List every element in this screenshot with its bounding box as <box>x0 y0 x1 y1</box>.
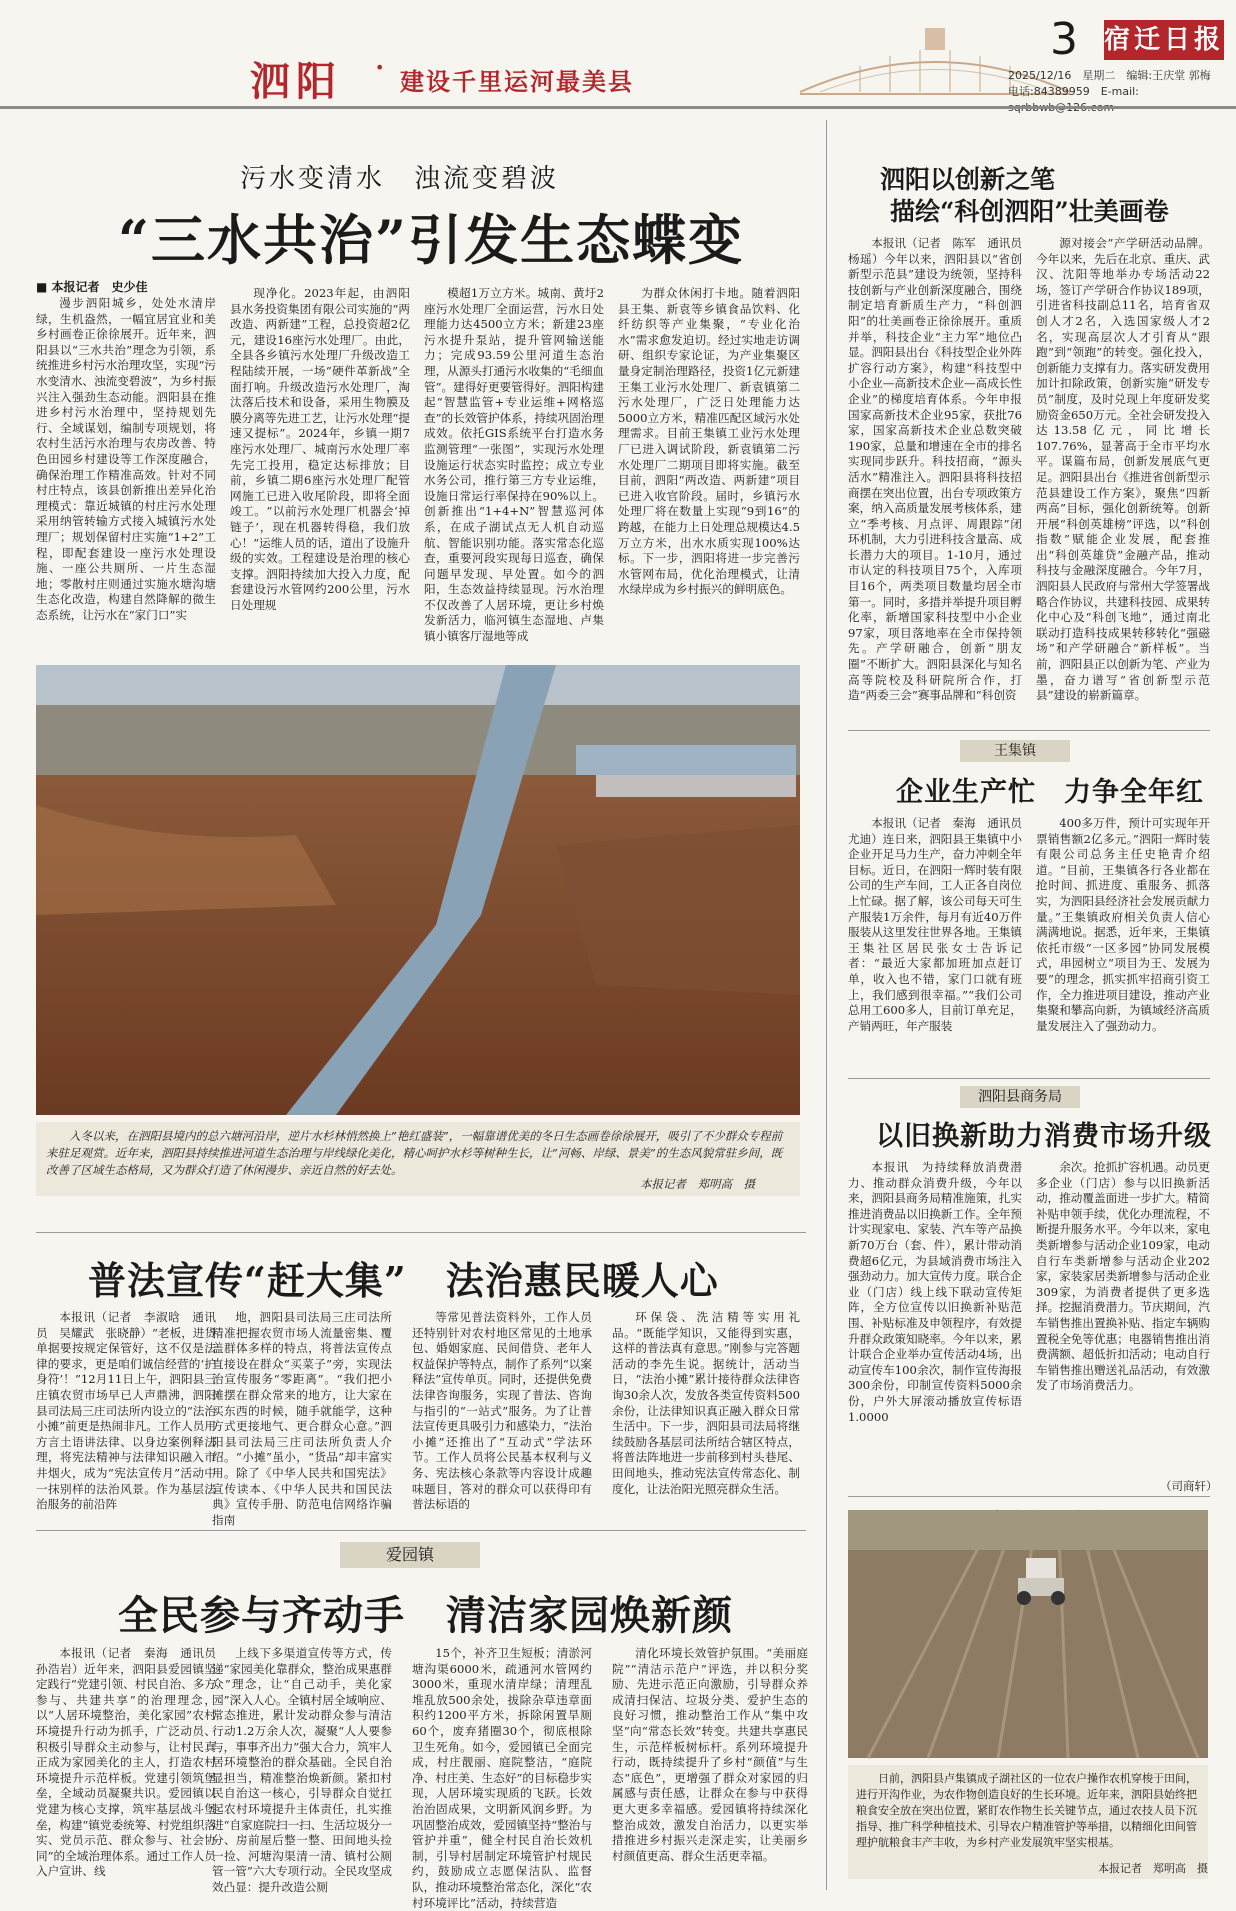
article-text: 漫步泗阳城乡，处处水清岸绿，生机盎然，一幅宜居宜业和美乡村画卷正徐徐展开。近年来，泗阳县以“三水共治”理念为引领，系统推进乡村污水治理攻坚，实现“污水变清水、浊流变碧波”，为乡村振兴注入强劲生态动能。泗阳县在推进乡村污水治理中，坚持规划先行、全域谋划，编制专项规划，将农村生活污水治理与农房改善、特色田园乡村建设等工作深度融合，确保治理工作精准高效。针对不同村庄特点，该县创新推出差异化治理模式：靠近城镇的村庄污水处理采用纳管转输方式接入城镇污水处理厂；规划保留村庄实施“1+2”工程，即配套建设一座污水处理设施、一座公共厕所、一片生态湿地；零散村庄则通过实施水塘沟塘生态化改造，构建自然降解的微生态系统，让污水在“家门口”实 <box>36 296 216 622</box>
town-tag: 王集镇 <box>960 740 1070 762</box>
article-credit: （司商轩） <box>1160 1479 1218 1493</box>
article-column <box>212 1646 392 1892</box>
aerial-photo-metasequoia-river <box>36 665 800 1115</box>
article-text: 本报讯（记者 李淑晗 通讯员 吴耀武 张晓静）“老板，进货单据要按规定保管好，这不仅是法律的要求，更是咱们诚信经营的‘护身符’！”12月11日上午，泗阳县三庄镇农贸市场早已人声鼎沸，泗阳县司法局三庄司法所内设立的“法治小摊”前更是热闹非凡。工作人员用方言土语讲法律、以身边案例释法理，将宪法精神与法律知识融入市井烟火，成为“宪法宣传月”活动中一抹别样的法治风景。作为基层法治服务的前沿阵 <box>36 1310 216 1512</box>
article-column <box>1036 816 1210 1068</box>
article-column <box>848 236 1034 724</box>
bureau-tag: 泗阳县商务局 <box>960 1086 1080 1108</box>
article-text: 本报讯 为持续释放消费潜力、推动群众消费升级，今年以来，泗阳县商务局精准施策，扎实推进消费品以旧换新工作。全年预计实现家电、家装、汽车等产品换新70万台（套、件），累计带动消费超6亿元，为县域消费市场注入强劲动力。加大宣传力度。联合企业（门店）线上线下联动宣传矩阵，全方位宣传以旧换新补贴范围、补贴标准及申领程序，有效提升群众政策知晓率。今年以来，累计联合企业举办宣传活动4场，出动宣传车100余次，制作宣传海报300余份，印制宣传资料5000余份，户外大屏滚动播放宣传标语1.0000 <box>848 1160 1022 1424</box>
article-column <box>36 1310 216 1510</box>
column-divider <box>826 120 827 1890</box>
article-column <box>36 1646 228 1892</box>
article-text: 源对接会”产学研活动品牌。今年以来，先后在北京、重庆、武汉、沈阳等地举办专场活动22场，签订产学研合作协议189项，引进省科技副总11名，培育省双创人才2名，入选国家级人才2名，实现高层次人才引育从“跟跑”到“领跑”的转变。强化投入，创新能力支撑有力。落实研发费用加计扣除政策，创新实施“研发专员”制度，及时兑现上年度研发奖励资金650万元。全社会研发投入达13.58亿元，同比增长107.76%，显著高于全市平均水平。谋篇布局，创新发展底气更足。泗阳县出台《推进省创新型示范县建设工作方案》，聚焦“四新两高”目标，强化创新统筹。创新开展“科创英雄榜”评选，以“科创指数”赋能企业发展，配套推出“科创英雄贷”金融产品，推动科技与金融深度融合。今年7月，泗阳县人民政府与常州大学签署战略合作协议，共建科技园、成果转化中心及“科创飞地”，通过南北联动打造科技成果转移转化“强磁场”和产学研融合“新样板”。当前，泗阳县正以创新为笔、产业为墨，奋力谱写“省创新型示范县”建设的崭新篇章。 <box>1036 236 1210 703</box>
town-tag: 爱园镇 <box>340 1542 480 1568</box>
article-column <box>1036 236 1210 724</box>
article-column <box>412 1310 592 1510</box>
section-county-name: 泗阳 <box>250 58 342 105</box>
article-column <box>1036 1160 1210 1476</box>
header-separator-dot: · <box>374 48 386 89</box>
section-divider <box>36 1530 806 1531</box>
article-column <box>212 1310 392 1527</box>
section-slogan: 建设千里运河最美县 <box>400 67 634 96</box>
article-headline: “三水共治”引发生态蝶变 <box>118 208 745 272</box>
page-number: 3 <box>1050 14 1078 65</box>
issue-contact: 电话:84389959 E-mail: <box>1008 85 1139 98</box>
article-text: 余次。抢抓扩容机遇。动员更多企业（门店）参与以旧换新活动，推动覆盖面进一步扩大。精简补贴申领手续，优化办理流程，不断提升服务水平。今年以来，家电类新增参与活动企业109家，电动自行车类新增参与活动企业202家，家装家居类新增参与活动企业309家，为消费者提供了更多选择。挖掘消费潜力。节庆期间，汽车销售推出置换补贴、指定车辆购置税全免等优惠；电器销售推出消费满额、超低折扣活动；电动自行车销售推出赠送礼品活动，有效激发了市场消费活力。 <box>1036 1160 1210 1393</box>
article-text: 本报讯（记者 秦海 通讯员 尤迪）连日来，泗阳县王集镇中小企业开足马力生产，奋力冲刺全年目标。近日，在泗阳一辉时装有限公司的生产车间，工人正各自岗位上忙碌。据了解，该公司每天可生产服装1万余件，每月有近40万件服装从这里发往世界各地。王集镇王集社区居民张女士告诉记者：“最近大家都加班加点赶订单，收入也不错，家门口就有班上，我们感到很幸福。”“我们公司总用工600多人，目前订单充足，产销两旺，年产服装 <box>848 816 1034 1033</box>
article-column <box>848 816 1034 1068</box>
article-column <box>848 1160 1022 1490</box>
issue-date-editor: 2025/12/16 星期二 编辑:王庆堂 郭梅 <box>1008 69 1211 82</box>
article-text: 环保袋、洗洁精等实用礼品。“既能学知识，又能得到实惠，这样的普法真有意思。”刚参与完答题活动的李先生说。据统计，活动当日，“法治小摊”累计接待群众法律咨询30余人次，发放各类宣传资料500余份，让法律知识真正融入群众日常生活中。下一步，泗阳县司法局将继续鼓励各基层司法所结合辖区特点，将普法阵地进一步前移到村头巷尾、田间地头，推动宪法宣传常态化、制度化，让法治阳光照亮群众生活。 <box>612 1310 800 1496</box>
article-text: 上线下多渠道宣传等方式，传递“家园美化靠群众，整治成果惠群众”理念，让“自己动手，美化家园”深入人心。全镇村居全域响应、常态推进，累计发动群众参与清洁行动1.2万余人次，凝聚“人人要参与，事事齐出力”强大合力，筑牢人居环境整治的群众基础。全民自治显担当，精准整治焕新颜。紧扣村民自治这一核心，引导群众自觉扛起农村环境提升主体责任，扎实推进“自家庭院扫一扫、生活垃圾分一分、房前屋后整一整、田间地头捡一捡、河塘沟渠清一清、镇村公厕管一管”六大专项行动。全民攻坚成效凸显：提升改造公厕 <box>212 1646 392 1894</box>
article-kicker: 污水变清水 浊流变碧波 <box>240 164 560 194</box>
photo-credit: 本报记者 郑明高 摄 <box>1098 1862 1208 1875</box>
article-text: 400多万件，预计可实现年开票销售额2亿多元。”泗阳一辉时装有限公司总务主任史艳青介绍道。“目前，王集镇各行各业都在抢时间、抓进度、重服务、抓落实，为泗阳县经济社会发展贡献力量。”王集镇政府相关负责人信心满满地说。据悉，近年来，王集镇依托市级“一区多园”协同发展模式，串园树立“项目为王、发展为要”的理念，抓实抓牢招商引资工作，全力推进项目建设，推动产业集聚和攀高向新，为镇域经济高质量发展注入了强劲动力。 <box>1036 816 1210 1033</box>
article-text: 本报讯（记者 秦海 通讯员 孙浩岩）近年来，泗阳县爱园镇坚定践行“党建引领、村民自治、多方参与、共建共享”的治理理念，以“人居环境整治，美化家园”农村环境提升行动为抓手，广泛动员、积极引导群众主动参与，让村民真正成为家园美化的主人，打造农村环境提升示范样板。党建引领筑堡垒，全域动员凝聚共识。爱园镇以党建为核心支撑，筑牢基层战斗堡垒，构建“镇党委统筹、村党组织落实、党员示范、群众参与、社会协同”的全域治理体系。通过工作人员入户宣讲、线 <box>36 1646 228 1879</box>
photo-caption: 日前，泗阳县卢集镇成子湖社区的一位农户操作农机穿梭于田间，进行开沟作业，为农作物创造良好的生长环境。近年来，泗阳县始终把粮食安全放在突出位置，紧盯农作物生长关键节点，通过农技人员下沉指导、推广科学种植技术、引导农户精准管护等举措，以精细化田间管理护航粮食丰产丰收，为乡村产业发展筑牢坚实根基。 <box>848 1765 1208 1879</box>
article-headline: 普法宣传“赶大集” 法治惠民暖人心 <box>88 1258 719 1303</box>
section-divider <box>848 730 1210 731</box>
newspaper-logo: 宿迁日报 <box>1104 20 1224 60</box>
article-headline: 以旧换新助力消费市场升级 <box>876 1121 1212 1152</box>
article-text: 现净化。2023年起，由泗阳县水务投资集团有限公司实施的“两改造、两新建”工程，总投资超2亿元，建设16座污水处理厂。由此，全县各乡镇污水处理厂升级改造工程陆续开展，一场“硬件革新战”全面打响。升级改造污水处理厂，淘汰落后技术和设备，采用生物膜及膜分离等先进工艺，让污水处理“提速又提标”。2024年，乡镇一期7座污水处理厂、城南污水处理厂率先完工投用，稳定达标排放；目前，乡镇二期6座污水处理厂配管网施工已进入收尾阶段，即将全面竣工。“以前污水处理厂机器会‘掉链子’，现在机器转得稳，我们放心！”运维人员的话，道出了设施升级的实效。工程建设是治理的核心支撑。泗阳持续加大投入力度，配套建设污水管网约200公里，污水日处理规 <box>230 286 410 612</box>
section-divider <box>36 1232 806 1233</box>
article-column <box>612 1646 808 1892</box>
article-column <box>230 286 410 658</box>
article-text: 15个，补齐卫生短板；清淤河塘沟渠6000米，疏通河水管网约3000米，重现水清岸绿；清理乱堆乱放500余处，拔除杂草违章面积约1200平方米，拆除闲置旱厕60个，废弃猪圈30个，彻底根除卫生死角。如今，爱园镇已全面完成，村庄靓丽、庭院整洁，“庭院净、村庄美、生态好”的目标稳步实现，人居环境实现质的飞跃。长效治治固成果，文明新风润乡野。为巩固整治成效，爱园镇坚持“整治与管护并重”，健全村民自治长效机制，引导村居制定环境管护村规民约，鼓励成立志愿保洁队、监督队，推动环境整治常态化，深化“农村环境评比”活动，持续营造 <box>412 1646 592 1910</box>
article-text: 地，泗阳县司法局三庄司法所精准把握农贸市场人流量密集、覆盖群体多样的特点，将普法宣传点直接设在群众“买菜子”旁，实现法治宣传服务“零距离”。“我们把小摊摆在群众常来的地方，让大家在买东西的时候，随手就能学，这种方式更接地气、更合群众心意。”泗阳县司法局三庄司法所负责人介绍。“小摊”虽小，“货品”却丰富实用。除了《中华人民共和国宪法》宣传读本、《中华人民共和国民法典》宣传手册、防范电信网络诈骗指南 <box>212 1310 392 1527</box>
article-byline: ■ 本报记者 史少佳 <box>36 280 148 294</box>
article-headline-line1: 泗阳以创新之笔 <box>880 165 1056 194</box>
article-text: 为群众休闲打卡地。随着泗阳县王集、新袁等乡镇食品饮料、化纤纺织等产业集聚，“专业化治水”需求愈发迫切。经过实地走访调研、组织专家论证，为产业集聚区量身定制治理路径，投资1亿元新建王集工业污水处理厂、新袁镇第二污水处理厂，广泛日处理能力达5000立方米，精准匹配区域污水处理需求。目前王集镇工业污水处理厂已进入调试阶段，新袁镇第二污水处理厂二期项目即将实施。截至目前，泗阳“两改造、两新建”项目已进入收官阶段。届时，乡镇污水处理厂将在数量上实现“9到16”的跨越，在能力上日处理总规模达4.5万立方米，出水水质实现100%达标。下一步，泗阳将进一步完善污水管网布局，优化治理模式，让清水绿岸成为乡村振兴的鲜明底色。 <box>618 286 800 597</box>
article-text: 等常见普法资料外，工作人员还特别针对农村地区常见的土地承包、婚姻家庭、民间借贷、老年人权益保护等特点，制作了系列“以案释法”宣传单页。同时，还提供免费法律咨询服务，实现了普法、咨询与指引的“一站式”服务。为了让普法宣传更具吸引力和感染力，“法治小摊”还推出了“互动式”学法环节。工作人员将公民基本权利与义务、宪法核心条款等内容设计成趣味题目，答对的群众可以获得印有普法标语的 <box>412 1310 592 1512</box>
article-column <box>412 1646 592 1910</box>
article-column <box>36 296 216 658</box>
article-headline: 企业生产忙 力争全年红 <box>896 777 1204 808</box>
article-column <box>612 1310 800 1510</box>
photo-caption: 入冬以来，在泗阳县境内的总六塘河沿岸，逆片水杉林悄然换上“艳红盛装”，一幅靠谱优美的冬日生态画卷徐徐展开，吸引了不少群众专程前来驻足观赏。近年来，泗阳县持续推进河道生态治理与岸线绿化美化，精心呵护水杉等树种生长，让“河畅、岸绿、景美”的生态风貌常驻乡间，既改善了区域生态格局，又为群众打造了休闲漫步、亲近自然的好去处。 <box>36 1122 800 1196</box>
article-column <box>424 286 604 658</box>
article-headline: 全民参与齐动手 清洁家园焕新颜 <box>118 1592 733 1639</box>
farm-tractor-field-photo <box>848 1510 1208 1758</box>
article-text: 清化环境长效管护氛围。“美丽庭院”“清洁示范户”评选，并以积分奖励、先进示范正向激励，引导群众养成清扫保洁、垃圾分类、爱护生态的良好习惯，推动整治工作从“集中攻坚”向“常态长效”转变。共建共享惠民生，示范样板树标杆。系列环境提升行动，既持续提升了乡村“颜值”与生态“底色”，更增强了群众对家园的归属感与责任感，让群众在参与中获得更大更多幸福感。爱园镇将持续深化整治成效，激发自治活力，以更实举措推进乡村振兴走深走实，让美丽乡村颜值更高、群众生活更幸福。 <box>612 1646 808 1863</box>
section-divider <box>848 1496 1210 1497</box>
article-column <box>618 286 800 658</box>
photo-credit: 本报记者 郑明高 摄 <box>640 1177 755 1191</box>
article-text: 本报讯（记者 陈军 通讯员 杨瑶）今年以来，泗阳县以“省创新型示范县”建设为统领，坚持科技创新与产业创新深度融合，围绕制定培育新质生产力，“科创泗阳”的壮美画卷正徐徐展开。重质并举，科技企业“主力军”地位凸显。泗阳县出台《科技型企业外阵扩容行动方案》，构建“科技型中小企业—高新技术企业—高成长性企业”的梯度培育体系。今年申报国家高新技术企业95家，获批76家，国家高新技术企业总数突破190家，总量和增速在全市的排名实现同步跃升。科技招商，“源头活水”精准注入。泗阳县将科技招商摆在突出位置，出台专项政策方案，纳入高质量发展考核体系，建立“季考核、月点评、周跟踪”闭环机制，大力引进科技含量高、成长潜力大的项目。1-10月，通过市认定的科技项目75个，入库项目16个，两类项目数量均居全市第一。同时，多措并举提升项目孵化率，新增国家科技型中小企业97家，项目落地率在全市保持领先。产学研融合，创新“朋友圈”不断扩大。泗阳县深化与知名高等院校及科研院所合作，打造“两委三会”赛事品牌和“科创资 <box>848 236 1034 703</box>
section-divider <box>848 1078 1210 1079</box>
article-text: 模超1万立方米。城南、黄圩2座污水处理厂全面运营，污水日处理能力达4500立方米；新建23座污水提升泵站，提升管网输送能力；完成93.59公里河道生态治理，从源头打通污水收集的“毛细血管”。建得好更要管得好。泗阳构建起“智慧监管+专业运维+网格巡查”的长效管护体系，持续巩固治理成效。依托GIS系统平台打造水务监测管理“一张图”，实现污水处理设施运行状态实时监控；成立专业水务公司，推行第三方专业运维，设施日常运行率保持在90%以上。创新推出“1+4+N”智慧巡河体系，在成子湖试点无人机自动巡航、智能识别功能。落实常态化巡查，重要河段实现每日巡查，确保问题早发现、早处置。如今的泗阳，生态效益持续显现。污水治理不仅改善了人居环境，更让乡村焕发新活力，临河镇生态湿地、卢集镇小镇客厅湿地等成 <box>424 286 604 644</box>
header-rule <box>0 106 1236 109</box>
article-headline-line2: 描绘“科创泗阳”壮美画卷 <box>890 197 1169 226</box>
